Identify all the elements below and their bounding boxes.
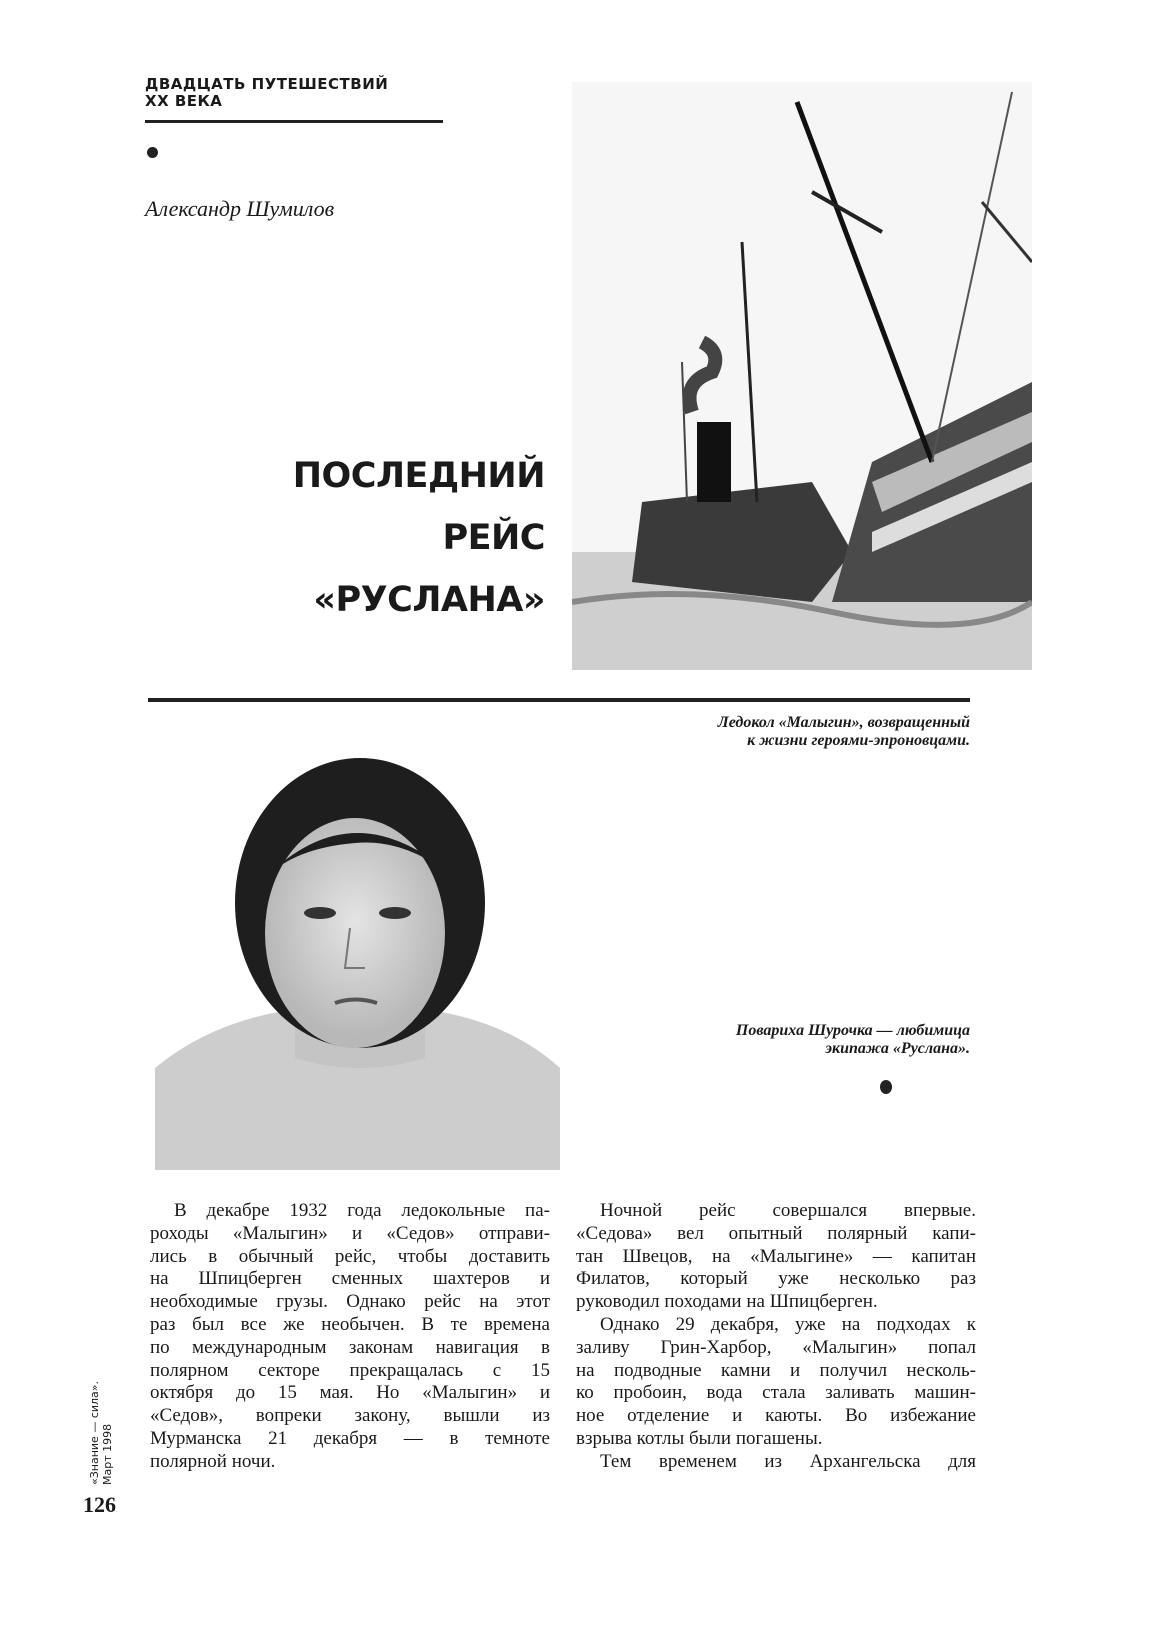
- text-line: раз был все же необычен. В те времена: [150, 1313, 550, 1335]
- caption-line: к жизни героями-эпроновцами.: [747, 732, 970, 749]
- text-line: взрыва котлы были погашены.: [576, 1427, 823, 1449]
- text-line: на подводные камни и получил несколь-: [576, 1359, 976, 1381]
- text-line: полярной ночи.: [150, 1450, 276, 1472]
- page-number: 126: [83, 1492, 116, 1517]
- text-line: Тем временем из Архангельска для: [600, 1450, 976, 1472]
- text-line: октября до 15 мая. Но «Малыгин» и: [150, 1382, 550, 1404]
- text-line: «Седов», вопреки закону, вышли из: [150, 1405, 550, 1427]
- text-line: на Шпицберген сменных шахтеров и: [150, 1268, 550, 1290]
- title-line: «РУСЛАНА»: [313, 580, 545, 620]
- text-line: В декабре 1932 года ледокольные па-: [174, 1200, 550, 1221]
- caption-line: Ледокол «Малыгин», возвращенный: [717, 714, 970, 731]
- section-rubric: [145, 76, 388, 110]
- rubric-rule: [145, 120, 443, 123]
- journal-name: «Знание — сила».: [88, 1380, 101, 1485]
- text-line: лись в обычный рейс, чтобы доставить: [150, 1245, 550, 1267]
- rubric-line: ДВАДЦАТЬ ПУТЕШЕСТВИЙ: [145, 75, 389, 93]
- text-line: Филатов, который уже несколько раз: [576, 1268, 976, 1290]
- body-column-left: [150, 1200, 550, 1474]
- body-column-right: [576, 1200, 976, 1474]
- text-line: Однако 29 декабря, уже на подходах к: [600, 1313, 976, 1335]
- title-line: ПОСЛЕДНИЙ: [292, 456, 545, 496]
- caption-line: экипажа «Руслана».: [825, 1040, 970, 1057]
- text-line: по международным законам навигация в: [150, 1336, 550, 1358]
- bullet-icon: [880, 1080, 892, 1094]
- text-line: ко пробоин, вода стала заливать машин-: [576, 1382, 976, 1404]
- text-line: роходы «Малыгин» и «Седов» отправи-: [150, 1222, 550, 1244]
- text-line: тан Швецов, на «Малыгине» — капитан: [576, 1245, 976, 1267]
- title-line: РЕЙС: [442, 518, 545, 558]
- text-line: руководил походами на Шпицберген.: [576, 1291, 878, 1313]
- portrait-caption: [736, 1022, 970, 1058]
- bullet-icon: [147, 147, 158, 158]
- caption-line: Повариха Шурочка — любимица: [735, 1022, 970, 1039]
- ship-illustration: [572, 82, 1032, 670]
- text-line: Мурманска 21 декабря — в темноте: [150, 1427, 550, 1449]
- text-line: полярном секторе прекращалась с 15: [150, 1359, 550, 1381]
- rubric-line: XX ВЕКА: [145, 92, 223, 110]
- text-line: «Седова» вел опытный полярный капи-: [576, 1222, 976, 1244]
- article-title: [293, 445, 545, 631]
- text-line: заливу Грин-Харбор, «Малыгин» попал: [576, 1336, 976, 1358]
- ship-caption: [718, 714, 970, 750]
- journal-credit: [88, 1381, 114, 1485]
- journal-issue: Март 1998: [101, 1423, 114, 1485]
- text-line: необходимые грузы. Однако рейс на этот: [150, 1291, 550, 1313]
- text-line: Ночной рейс совершался впервые.: [600, 1200, 976, 1221]
- portrait-photo: [155, 728, 560, 1170]
- text-line: ное отделение и каюты. Во избежание: [576, 1405, 976, 1427]
- header-rule: [148, 698, 970, 702]
- author: Александр Шумилов: [145, 196, 335, 221]
